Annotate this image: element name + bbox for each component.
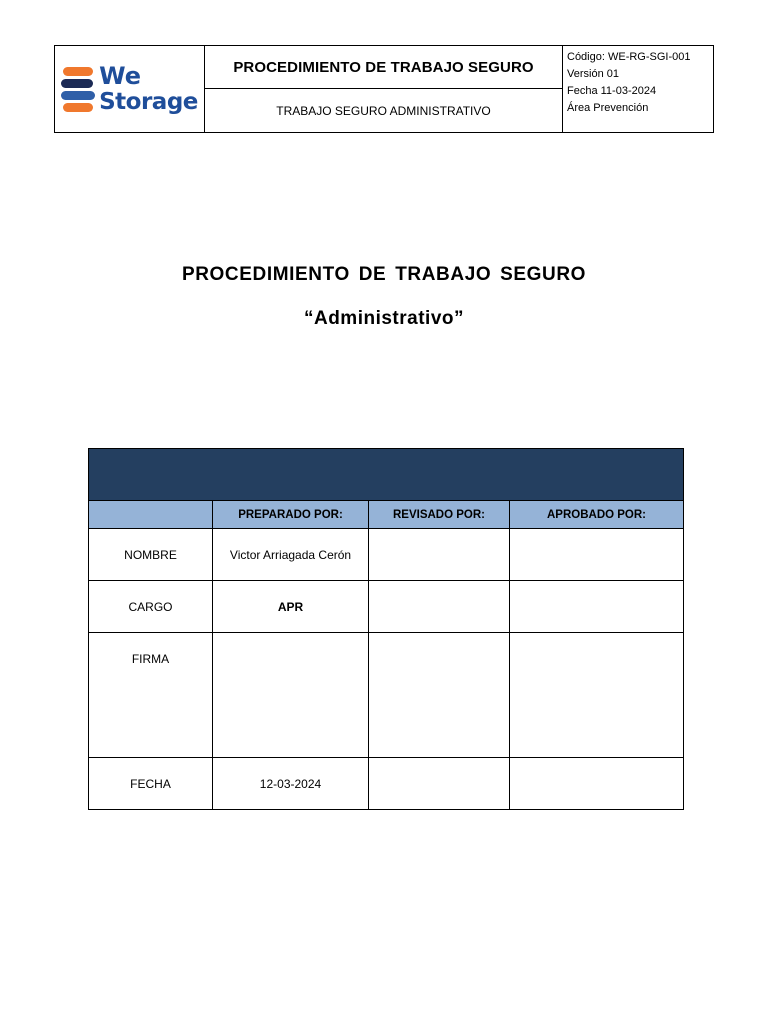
we-storage-logo [61,63,198,115]
logo-bar [63,67,93,76]
row-label: FECHA [89,758,213,810]
cargo-preparado: APR [213,581,369,633]
logo-mark-icon [61,67,95,112]
firma-revisado [369,633,510,758]
document-title: PROCEDIMIENTO DE TRABAJO SEGURO [181,264,587,285]
document-header [54,45,714,133]
logo-bar [61,79,93,88]
table-header-band [89,449,684,501]
nombre-aprobado [510,529,684,581]
document-subtitle: “Administrativo” [303,308,465,329]
row-label: CARGO [89,581,213,633]
logo-cell [55,46,205,132]
firma-preparado [213,633,369,758]
meta-version: Versión 01 [567,68,619,80]
logo-text-storage: Storage [99,89,198,115]
approval-table [88,448,684,810]
document-meta [563,46,713,132]
column-header-preparado: PREPARADO POR: [213,501,369,529]
column-header-aprobado: APROBADO POR: [510,501,684,529]
table-header-row [89,501,684,529]
nombre-preparado: Victor Arriagada Cerón [213,529,369,581]
meta-area: Área Prevención [567,102,649,114]
meta-codigo: Código: WE-RG-SGI-001 [567,51,691,63]
column-header-empty [89,501,213,529]
header-subtitle: TRABAJO SEGURO ADMINISTRATIVO [205,89,563,132]
fecha-aprobado [510,758,684,810]
firma-aprobado [510,633,684,758]
row-label: FIRMA [89,633,213,758]
column-header-revisado: REVISADO POR: [369,501,510,529]
table-row-nombre [89,529,684,581]
row-label: NOMBRE [89,529,213,581]
meta-fecha: Fecha 11-03-2024 [567,85,657,97]
logo-bar [61,91,95,100]
logo-bar [63,103,93,112]
fecha-preparado: 12-03-2024 [213,758,369,810]
cargo-aprobado [510,581,684,633]
cargo-revisado [369,581,510,633]
header-band-cell [89,449,684,501]
fecha-revisado [369,758,510,810]
table-row-fecha [89,758,684,810]
nombre-revisado [369,529,510,581]
table-row-cargo [89,581,684,633]
logo-text-we: We [99,62,141,90]
logo-wordmark [99,63,198,115]
table-row-firma [89,633,684,758]
header-title: PROCEDIMIENTO DE TRABAJO SEGURO [205,46,563,89]
